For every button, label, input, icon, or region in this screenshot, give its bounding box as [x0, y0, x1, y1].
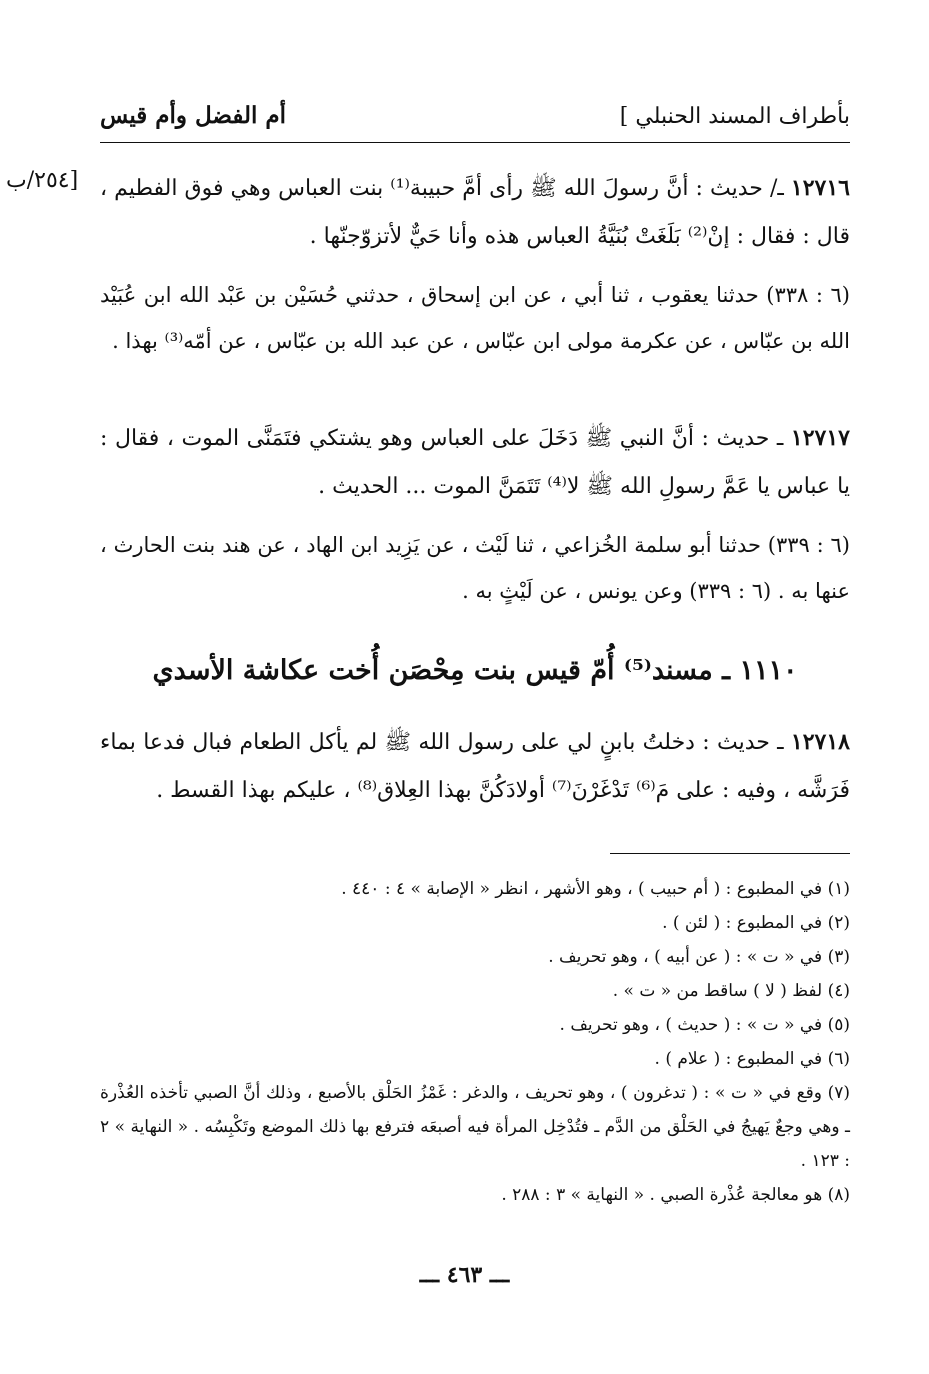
footnote: (٢) في المطبوع : ( لئن ) . — [662, 913, 850, 933]
footnote: (٧) وقع في « ت » : ( تدغرون ) ، وهو تحريف ، والدغر : غَمْزُ الحَلْق بالأصبع ، وذلك أنَّ الصبي تأخذه العُذْرة ـ وهي وجعٌ يَهيجُ في الحَلْق من الدَّم ـ فتُدْخِل المرأة فيه أصبعَه فترفع بها ذلك الموضع وتَكْبِسُه . « النهاية » ٢ : ١٢٣ . — [100, 1083, 850, 1171]
book-title: بأطراف المسند الحنبلي ] — [619, 104, 850, 129]
section-title: ١١١٠ ـ مسند⁽⁵⁾ أُمّ قيس بنت مِحْصَن أُخت عكاشة الأسدي — [152, 655, 798, 686]
footnote: (١) في المطبوع : ( أم حبيب ) ، وهو الأشهر ، انظر « الإصابة » ٤ : ٤٤٠ . — [341, 879, 850, 899]
chain-12716: (٦ : ٣٣٨) حدثنا يعقوب ، ثنا أبي ، عن ابن إسحاق ، حدثني حُسَيْن بن عَبْد الله ابن عُبَيْد الله بن عبّاس ، عن عكرمة مولى ابن عبّاس ، عن عبد الله بن عبّاس ، عن أمّه⁽³⁾ بهذا . — [100, 283, 850, 353]
footnote: (٤) لفظ ( لا ) ساقط من « ت » . — [612, 981, 850, 1001]
chapter-title: أم الفضل وأم قيس — [100, 102, 287, 129]
hadith-number: ١٢٧١٨ — [790, 729, 850, 755]
footnote: (٥) في « ت » : ( حديث ) ، وهو تحريف . — [559, 1015, 850, 1035]
hadith-number: ١٢٧١٧ — [790, 425, 850, 451]
hadith-12717 — [100, 414, 850, 511]
footnotes — [100, 872, 850, 1212]
footnote-separator — [610, 853, 850, 854]
hadith-text: ـ حديث : أنَّ النبي ﷺ دَخَلَ على العباس وهو يشتكي فتَمَنَّى الموت ، فقال : يا عباس يا عَمَّ رسولِ الله ﷺ لا⁽⁴⁾ تَتَمَنَّ الموت ... الحديث . — [100, 426, 850, 499]
margin-manuscript-ref: [٢٥٤/ب — [6, 168, 79, 193]
hadith-12718 — [100, 718, 850, 815]
hadith-text: ـ/ حديث : أنَّ رسولَ الله ﷺ رأى أمَّ حبيبة⁽¹⁾ بنت العباس وهي فوق الفطيم ، قال : فقال : إنْ⁽²⁾ بَلَغَتْ بُنَيَّةُ العباس هذه وأنا حَيٌّ لأتزوّجنّها . — [100, 176, 850, 249]
footnote: (٨) هو معالجة عُذْرة الصبي . « النهاية » ٣ : ٢٨٨ . — [501, 1185, 850, 1205]
hadith-text: ـ حديث : دخلتُ بابنٍ لي على رسول الله ﷺ لم يأكل الطعام فبال فدعا بماء فَرَشَّه ، وفيه : على مَ⁽⁶⁾ تَدْغَرْنَ⁽⁷⁾ أولادَكُنَّ بهذا العِلاق⁽⁸⁾ ، عليكم بهذا القسط . — [100, 730, 850, 803]
footnote: (٦) في المطبوع : ( علام ) . — [654, 1049, 850, 1069]
footnote: (٣) في « ت » : ( عن أبيه ) ، وهو تحريف . — [548, 947, 850, 967]
page-number: ـــ ٤٦٣ ـــ — [419, 1262, 510, 1288]
hadith-12716 — [100, 164, 850, 261]
running-header — [100, 98, 850, 143]
hadith-number: ١٢٧١٦ — [790, 175, 850, 201]
chain-12717: (٦ : ٣٣٩) حدثنا أبو سلمة الخُزاعي ، ثنا لَيْث ، عن يَزِيد ابن الهاد ، عن هند بنت الحارث ، عنها به . (٦ : ٣٣٩) وعن يونس ، عن لَيْثٍ به . — [100, 533, 850, 603]
